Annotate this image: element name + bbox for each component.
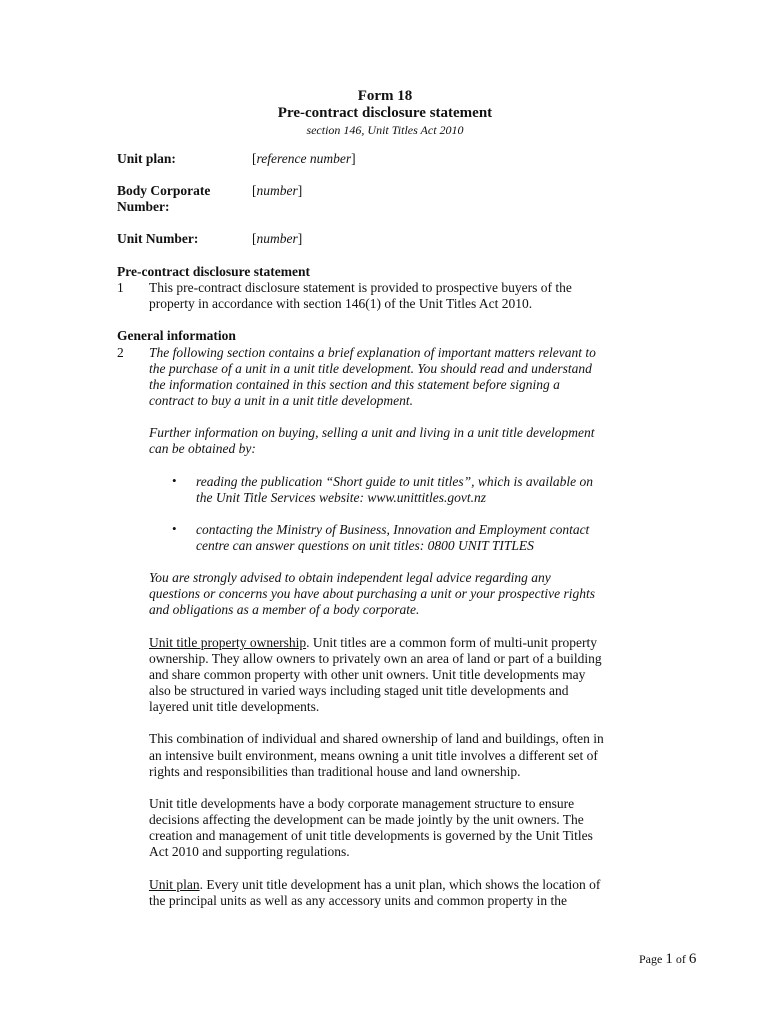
- bullet-line: centre can answer questions on unit titles: 0800 UNIT TITLES: [196, 538, 534, 553]
- management-line: creation and management of unit title developments is governed by the Unit Titles: [149, 828, 593, 843]
- intro-line: the purchase of a unit in a unit title development. You should read and understand: [149, 361, 592, 376]
- management-line: decisions affecting the development can be made jointly by the unit owners. The: [149, 812, 584, 827]
- ownership-heading: Unit title property ownership: [149, 635, 307, 650]
- management-line: Act 2010 and supporting regulations.: [149, 844, 350, 859]
- advice-line: questions or concerns you have about purchasing a unit or your prospective rights: [149, 586, 595, 601]
- section-2-number: 2: [117, 345, 124, 360]
- combination-line: an intensive built environment, means owning a unit title involves a different set of: [149, 748, 598, 763]
- unit-number-value: [number]: [252, 231, 303, 246]
- page-number: Page 1 of 6: [639, 951, 697, 967]
- unit-plan-first-line: Unit plan. Every unit title development has a unit plan, which shows the location of: [149, 877, 601, 892]
- intro-line: contract to buy a unit in a unit title development.: [149, 393, 413, 408]
- bullet-line: reading the publication “Short guide to unit titles”, which is available on: [196, 474, 593, 489]
- ownership-line: layered unit title developments.: [149, 699, 320, 714]
- ownership-first-line: Unit title property ownership. Unit titles are a common form of multi-unit property: [149, 635, 598, 650]
- unit-number-label: Unit Number:: [117, 231, 199, 246]
- further-info-line: can be obtained by:: [149, 441, 256, 456]
- bullet-icon: •: [172, 473, 177, 488]
- section-1-line: This pre-contract disclosure statement is provided to prospective buyers of the: [149, 280, 572, 295]
- further-info-line: Further information on buying, selling a unit and living in a unit title development: [149, 425, 595, 440]
- advice-line: and obligations as a member of a body corporate.: [149, 602, 420, 617]
- management-line: Unit title developments have a body corporate management structure to ensure: [149, 796, 575, 811]
- bullet-line: contacting the Ministry of Business, Innovation and Employment contact: [196, 522, 590, 537]
- unit-plan-label: Unit plan:: [117, 151, 176, 166]
- page-subtitle: section 146, Unit Titles Act 2010: [306, 123, 464, 137]
- unit-plan-value: [reference number]: [252, 151, 356, 166]
- section-1-heading: Pre-contract disclosure statement: [117, 264, 310, 279]
- intro-line: the information contained in this section and this statement before signing a: [149, 377, 560, 392]
- section-1-number: 1: [117, 280, 124, 295]
- combination-line: rights and responsibilities than traditional house and land ownership.: [149, 764, 521, 779]
- bullet-line: the Unit Title Services website: www.unittitles.govt.nz: [196, 490, 486, 505]
- section-2-heading: General information: [117, 328, 236, 343]
- form-number: Form 18: [357, 88, 413, 104]
- combination-line: This combination of individual and shared ownership of land and buildings, often in: [149, 731, 604, 746]
- body-corporate-label: Body Corporate: [117, 183, 211, 198]
- unit-plan-line: the principal units as well as any accessory units and common property in the: [149, 893, 568, 908]
- body-corporate-value: [number]: [252, 183, 303, 198]
- page-title: Pre-contract disclosure statement: [277, 105, 493, 121]
- ownership-line: and share common property with other unit owners. Unit title developments may: [149, 667, 586, 682]
- ownership-line: also be structured in varied ways including staged unit title developments and: [149, 683, 569, 698]
- section-1-line: property in accordance with section 146(1) of the Unit Titles Act 2010.: [149, 296, 533, 311]
- advice-line: You are strongly advised to obtain independent legal advice regarding any: [149, 570, 551, 585]
- unit-plan-heading: Unit plan: [149, 877, 200, 892]
- body-corporate-label-cont: Number:: [117, 199, 170, 214]
- intro-line: The following section contains a brief explanation of important matters relevant to: [149, 345, 596, 360]
- ownership-line: ownership. They allow owners to privately own an area of land or part of a building: [149, 651, 602, 666]
- bullet-icon: •: [172, 521, 177, 536]
